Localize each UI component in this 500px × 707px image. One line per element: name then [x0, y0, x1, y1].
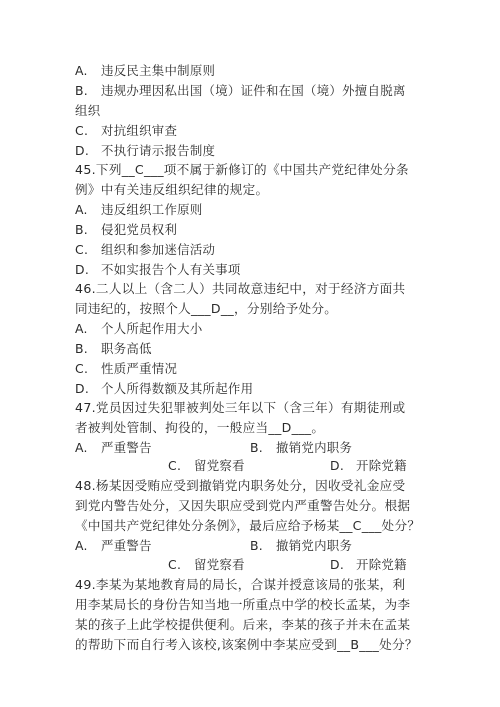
option-line: A. 违反民主集中制原则 — [75, 63, 216, 78]
option-line: D. 不执行请示报告制度 — [75, 143, 216, 158]
option-line: C. 性质严重情况 — [75, 361, 178, 376]
question-45: 45.下列__C___项不属于新修订的《中国共产党纪律处分条 — [75, 162, 409, 177]
q48-option-c: C. 留党察看 — [168, 557, 245, 572]
option-line: D. 个人所得数额及其所起作用 — [75, 381, 254, 396]
option-line: C. 对抗组织审查 — [75, 123, 178, 138]
q47-option-a: A. 严重警告 — [75, 440, 152, 455]
q48-option-a: A. 严重警告 — [75, 538, 152, 553]
question-text: 同违纪的，按照个人___D__，分别给予处分。 — [75, 301, 338, 316]
question-46: 46.二人以上（含二人）共同故意违纪中，对于经济方面共 — [75, 281, 406, 296]
option-line: C. 组织和参加迷信活动 — [75, 242, 216, 257]
question-47: 47.党员因过失犯罪被判处三年以下（含三年）有期徒刑或 — [75, 400, 406, 415]
question-49: 49.李某为某地教育局的局长，合谋并授意该局的张某，利 — [75, 577, 406, 592]
option-line: B. 侵犯党员权利 — [75, 222, 178, 237]
question-text: 到党内警告处分，又因失职应受到党内严重警告处分。根据 — [75, 498, 411, 513]
option-line: B. 违规办理因私出国（境）证件和在国（境）外擅自脱离 — [75, 83, 406, 98]
text-line: 组织 — [75, 103, 101, 118]
q47-option-d: D. 开除党籍 — [330, 458, 407, 473]
option-line: A. 个人所起作用大小 — [75, 321, 203, 336]
question-text: 某的孩子上此学校提供便利。后来，李某的孩子并未在孟某 — [75, 617, 411, 632]
option-line: B. 职务高低 — [75, 341, 152, 356]
option-line: D. 不如实报告个人有关事项 — [75, 262, 241, 277]
q47-option-b: B. 撤销党内职务 — [250, 440, 353, 455]
question-text: 例》中有关违反组织纪律的规定。 — [75, 182, 269, 197]
question-text: 者被判处管制、拘役的，一般应当__D___。 — [75, 420, 325, 435]
q48-option-d: D. 开除党籍 — [330, 557, 407, 572]
question-text: 用李某局长的身份告知当地一所重点中学的校长孟某，为李 — [75, 597, 411, 612]
option-line: A. 违反组织工作原则 — [75, 202, 203, 217]
question-text: 《中国共产党纪律处分条例》，最后应给予杨某__C___处分？ — [75, 518, 421, 533]
q47-option-c: C. 留党察看 — [168, 458, 245, 473]
question-text: 的帮助下而自行考入该校,该案例中李某应受到__B___处分？ — [75, 637, 418, 652]
question-48: 48.杨某因受贿应受到撤销党内职务处分，因收受礼金应受 — [75, 478, 406, 493]
q48-option-b: B. 撤销党内职务 — [250, 538, 353, 553]
